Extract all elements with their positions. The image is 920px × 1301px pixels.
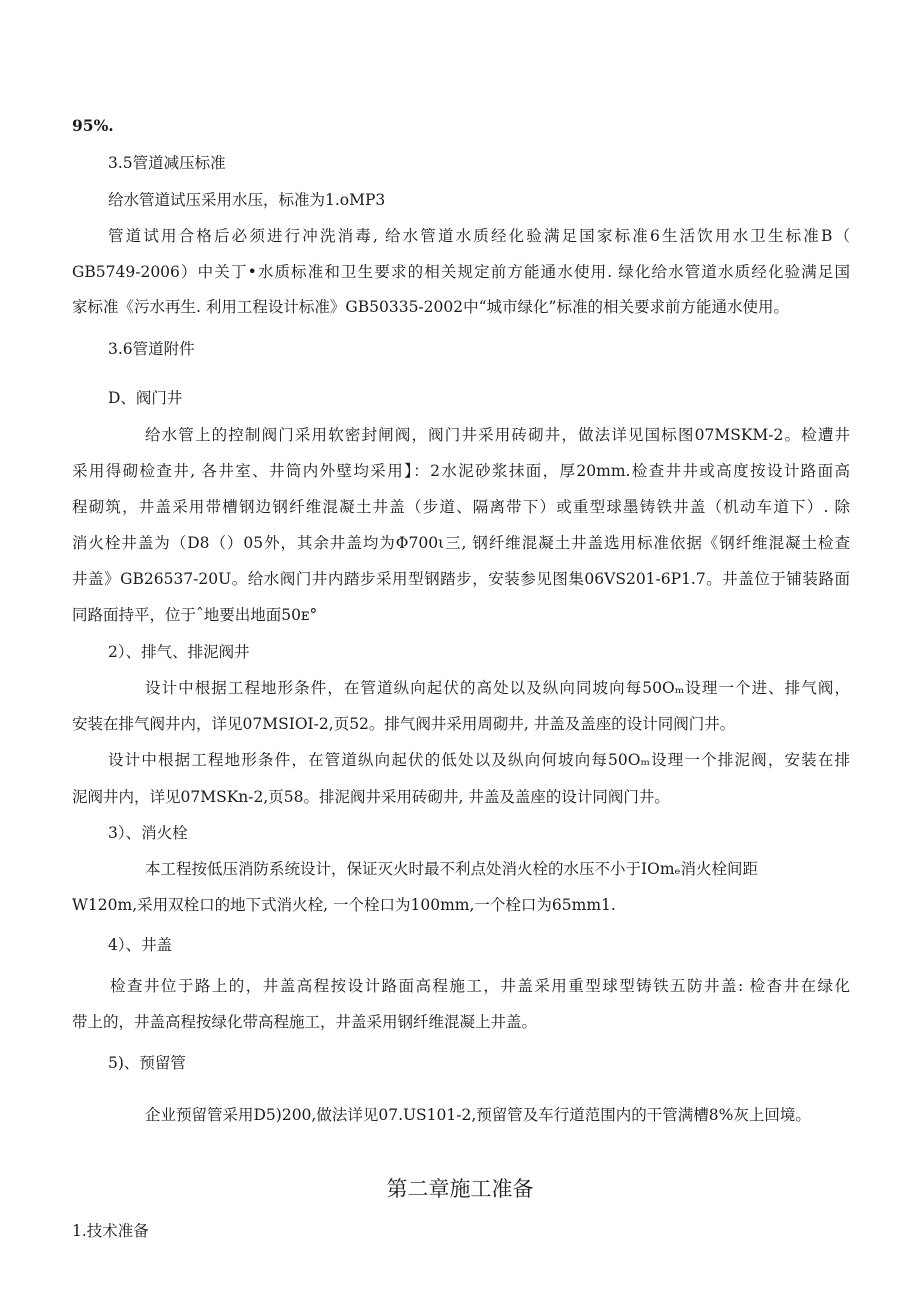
paragraph-line: 程砌筑，井盖采用带槽钢边钢纤维混凝土井盖（步道、隔离带下）或重型球墨铸铁井盖（机动车道下）. 除 bbox=[72, 498, 850, 516]
text-line: 95%. bbox=[72, 116, 114, 135]
paragraph-line: 给水管上的控制阀门采用软密封闸阀，阀门井采用砖砌井，做法详见国标图07MSKM-2。检遭井 bbox=[145, 426, 850, 444]
paragraph-line: 检查井位于路上的，井盖高程按设计路面高程施工，井盖采用重型球型铸铁五防井盖: 检杳井在绿化 bbox=[110, 977, 850, 995]
paragraph-line: 消火栓井盖为（D8（）05外，其余井盖均为Φ700ι三, 钢纤维混凝土井盖选用标准依据《钢纤维混凝土检查 bbox=[72, 534, 850, 552]
paragraph-line: 企业预留管采用D5)200,做法详见07.US101-2,预留管及车行道范围内的干管满槽8%灰上回境。 bbox=[145, 1106, 811, 1124]
paragraph-line: 本工程按低压消防系统设计，保证灭火时最不利点处消火栓的水压不小于IOmₑ消火栓间距 bbox=[145, 860, 759, 878]
paragraph-line: 泥阀井内，详见07MSKn-2,页58。排泥阀井采用砖砌井, 井盖及盖座的设计同阀门井。 bbox=[72, 788, 670, 806]
subsection-heading: 5)、预留管 bbox=[108, 1054, 186, 1072]
subsection-heading: 3）、消火栓 bbox=[108, 824, 188, 842]
paragraph-line: 同路面持平，位于ˆ地要出地面50ᴇ° bbox=[72, 606, 318, 624]
paragraph-line: 采用得砌检查井, 各井室、井筒内外壁均采用】：2水泥砂浆抹面，厚20mm.检查井井或高度按设计路面高 bbox=[72, 462, 850, 480]
paragraph-line: 井盖》GB26537-20U。给水阀门井内踏步采用型钢踏步，安装参见图集06VS201-6P1.7。井盖位于铺装路面 bbox=[72, 570, 850, 588]
paragraph-line: 设计中根据工程地形条件，在管道纵向起伏的低处以及纵向何坡向每50Oₘ设理一个排泥阀，安装在排 bbox=[108, 751, 850, 769]
text-line: 给水管道试压采用水压，标准为1.oMP3 bbox=[108, 191, 386, 209]
subsection-heading: D、阀门井 bbox=[108, 389, 183, 407]
paragraph-line: GB5749-2006）中关丁•水质标准和卫生要求的相关规定前方能通水使用. 绿化给水管道水质经化验满足国 bbox=[72, 263, 850, 281]
section-heading: 3.6管道附件 bbox=[108, 340, 195, 358]
paragraph-line: 带上的，井盖高程按绿化带高程施工，井盖采用钢纤维混凝上井盖。 bbox=[72, 1013, 538, 1031]
paragraph-line: W120m,采用双栓口的地下式消火栓, 一个栓口为100mm,一个栓口为65mm1. bbox=[72, 896, 616, 914]
section-heading: 3.5管道减压标准 bbox=[108, 154, 226, 172]
paragraph-line: 管道试用合格后必须进行冲洗消毒, 给水管道水质经化验满足国家标准6生活饮用水卫生标准B（ bbox=[108, 227, 850, 245]
subsection-heading: 2）、排气、排泥阀井 bbox=[108, 643, 250, 661]
paragraph-line: 设计中根据工程地形条件，在管道纵向起伏的高处以及纵向同坡向每50Oₘ设理一个进、排气阀， bbox=[145, 679, 850, 697]
chapter-title: 第二章施工准备 bbox=[386, 1177, 534, 1201]
section-heading: 1.技术准备 bbox=[72, 1222, 149, 1240]
paragraph-line: 安装在排气阀井内，详见07MSIOI-2,页52。排气阀井采用周砌井, 井盖及盖座的设计同阀门井。 bbox=[72, 715, 736, 733]
paragraph-line: 家标准《污水再生. 利用工程设计标准》GB50335-2002中“城市绿化”标准的相关要求前方能通水使用。 bbox=[72, 298, 789, 316]
subsection-heading: 4）、井盖 bbox=[108, 936, 173, 954]
